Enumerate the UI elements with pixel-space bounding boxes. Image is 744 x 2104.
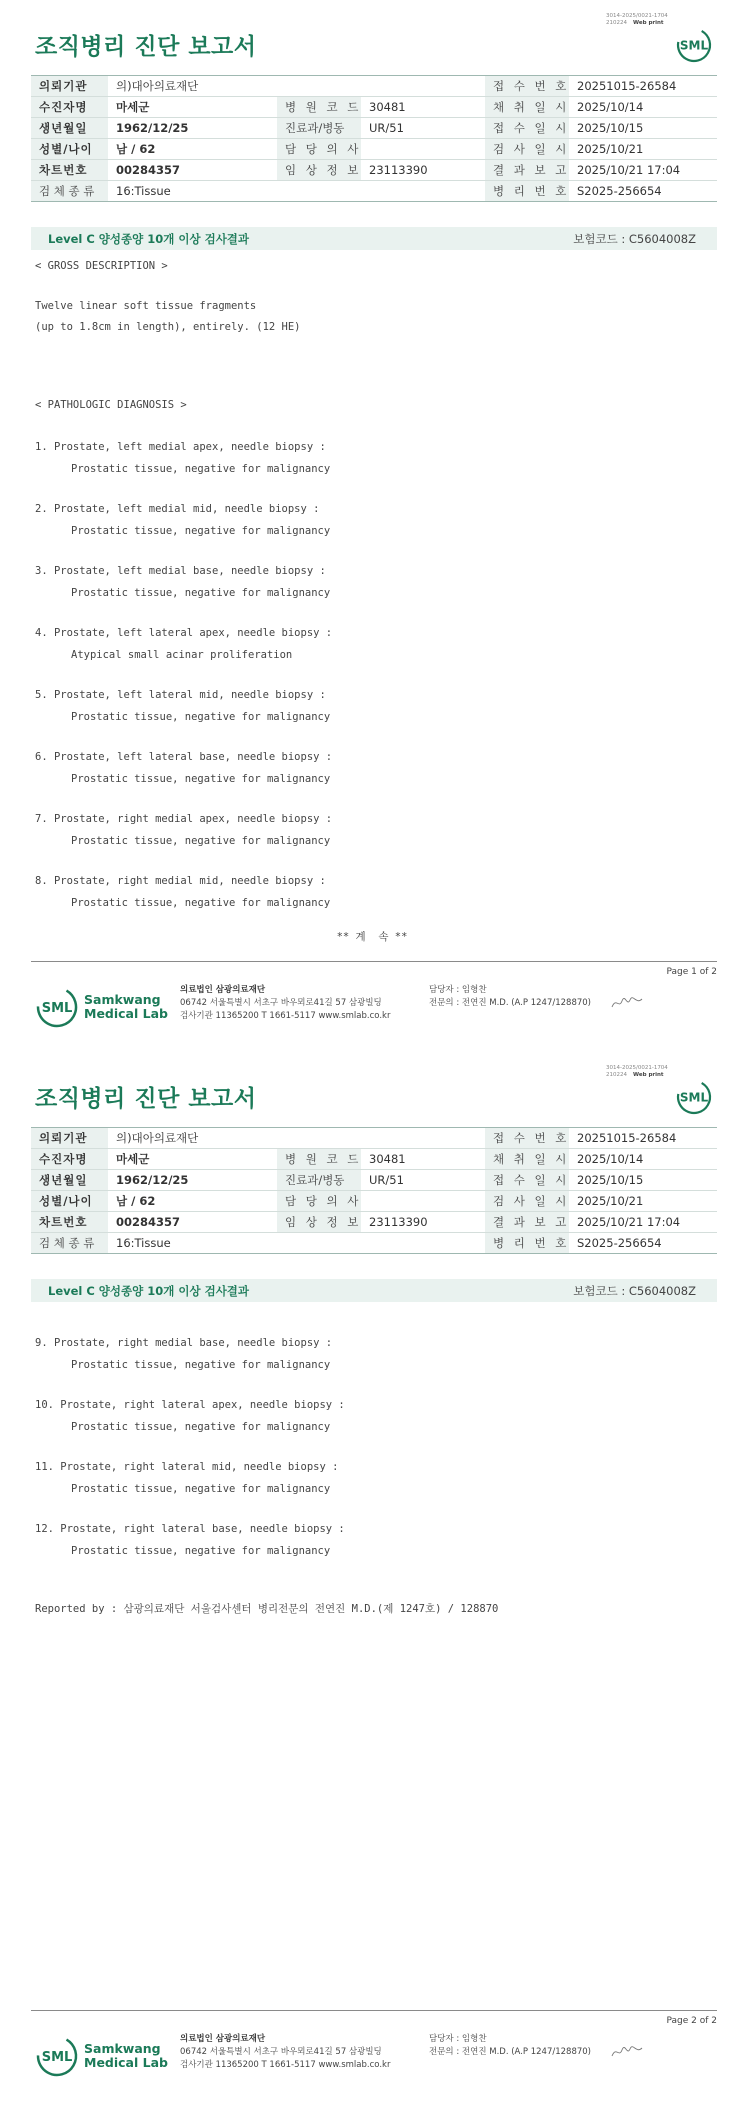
exam-date-label: 검 사 일 시	[485, 139, 569, 160]
dept-value: UR/51	[361, 1170, 485, 1191]
requesting-org-value: 의)대아의료재단	[108, 1128, 485, 1149]
footer-address: 06742 서울특별시 서초구 바우뫼로41길 57 삼광빌딩	[180, 998, 382, 1008]
footer-org: 의료법인 삼광의료재단	[180, 2034, 266, 2044]
test-banner	[31, 1279, 717, 1302]
diagnosis-result: Prostatic tissue, negative for malignancy	[71, 773, 331, 785]
receipt-no-label: 접 수 번 호	[485, 1128, 569, 1149]
staff-label: 담당자 :	[429, 985, 460, 995]
diagnosis-result: Prostatic tissue, negative for malignancy	[71, 1545, 331, 1557]
print-meta-line2: 210224	[606, 1072, 627, 1078]
diagnosis-site: 12. Prostate, right lateral base, needle biopsy :	[35, 1523, 345, 1535]
birth-label: 생년월일	[31, 118, 108, 139]
chart-no-label: 차트번호	[31, 160, 108, 181]
diagnosis-result: Prostatic tissue, negative for malignancy	[71, 587, 331, 599]
diagnosis-heading: < PATHOLOGIC DIAGNOSIS >	[35, 399, 187, 411]
specimen-value: 16:Tissue	[108, 1233, 485, 1254]
chart-no-value: 00284357	[108, 160, 277, 181]
clinical-info-label: 임 상 정 보	[277, 160, 361, 181]
test-banner	[31, 227, 717, 250]
specialist-name: 전연진 M.D. (A.P 1247/128870)	[461, 2047, 591, 2057]
page-title: 조직병리 진단 보고서	[35, 34, 257, 60]
collection-date-value: 2025/10/14	[569, 1149, 717, 1170]
staff-name: 임형찬	[461, 2034, 487, 2044]
exam-date-value: 2025/10/21	[569, 139, 717, 160]
diagnosis-site: 1. Prostate, left medial apex, needle biopsy :	[35, 441, 326, 453]
diagnosis-site: 4. Prostate, left lateral apex, needle biopsy :	[35, 627, 333, 639]
doctor-label: 담 당 의 사	[277, 1191, 361, 1212]
insurance-code: 보험코드 : C5604008Z	[573, 1284, 696, 1298]
diagnosis-site: 3. Prostate, left medial base, needle biopsy :	[35, 565, 326, 577]
patient-info-table	[31, 75, 717, 202]
footer-org: 의료법인 삼광의료재단	[180, 985, 266, 995]
patient-value: 마세군	[108, 97, 277, 118]
print-meta	[606, 13, 668, 27]
footer-staff-block	[429, 984, 591, 1010]
sml-logo-text: SML	[679, 1090, 709, 1105]
logo-word: Samkwang	[84, 2041, 161, 2056]
logo-word: Medical Lab	[84, 1006, 168, 1021]
page-number: Page 2 of 2	[666, 2016, 717, 2026]
specimen-label: 검 체 종 류	[31, 181, 108, 202]
receipt-date-label: 접 수 일 시	[485, 118, 569, 139]
patient-value: 마세군	[108, 1149, 277, 1170]
samkwang-logo-wordmark	[84, 2042, 168, 2070]
print-meta-line1: 3014-2025/0021-1704	[606, 1065, 668, 1071]
test-title: Level C 양성종양 10개 이상 검사결과	[48, 1284, 250, 1298]
hospital-code-label: 병 원 코 드	[277, 1149, 361, 1170]
patient-label: 수진자명	[31, 1149, 108, 1170]
logo-word: Samkwang	[84, 992, 161, 1007]
specialist-label: 전문의 :	[429, 998, 460, 1008]
diagnosis-site: 6. Prostate, left lateral base, needle biopsy :	[35, 751, 333, 763]
web-print-label: Web print	[633, 1072, 664, 1078]
report-page-2	[0, 1052, 744, 2104]
sml-logo	[675, 26, 713, 64]
sex-age-value: 남 / 62	[108, 1191, 277, 1212]
requesting-org-value: 의)대아의료재단	[108, 76, 485, 97]
footer-divider	[31, 2010, 717, 2011]
receipt-date-label: 접 수 일 시	[485, 1170, 569, 1191]
hospital-code-value: 30481	[361, 97, 485, 118]
patient-info-table	[31, 1127, 717, 1254]
result-report-value: 2025/10/21 17:04	[569, 1212, 717, 1233]
birth-value: 1962/12/25	[108, 118, 277, 139]
requesting-org-label: 의뢰기관	[31, 1128, 108, 1149]
diagnosis-site: 9. Prostate, right medial base, needle biopsy :	[35, 1337, 333, 1349]
collection-date-label: 채 취 일 시	[485, 1149, 569, 1170]
receipt-date-value: 2025/10/15	[569, 118, 717, 139]
footer-institution: 검사기관 11365200 T 1661-5117 www.smlab.co.kr	[180, 1011, 391, 1021]
diagnosis-site: 5. Prostate, left lateral mid, needle biopsy :	[35, 689, 326, 701]
footer-divider	[31, 961, 717, 962]
pathology-no-label: 병 리 번 호	[485, 1233, 569, 1254]
specialist-label: 전문의 :	[429, 2047, 460, 2057]
sml-logo-text: SML	[679, 38, 709, 53]
pathology-no-label: 병 리 번 호	[485, 181, 569, 202]
diagnosis-result: Prostatic tissue, negative for malignancy	[71, 463, 331, 475]
print-meta	[606, 1065, 668, 1079]
footer-address-block	[180, 2033, 390, 2072]
footer-staff-block	[429, 2033, 591, 2059]
footer-address: 06742 서울특별시 서초구 바우뫼로41길 57 삼광빌딩	[180, 2047, 382, 2057]
birth-label: 생년월일	[31, 1170, 108, 1191]
dept-label: 진료과/병동	[277, 118, 361, 139]
specimen-label: 검 체 종 류	[31, 1233, 108, 1254]
receipt-date-value: 2025/10/15	[569, 1170, 717, 1191]
diagnosis-result: Prostatic tissue, negative for malignancy	[71, 1359, 331, 1371]
result-report-label: 결 과 보 고	[485, 1212, 569, 1233]
diagnosis-result: Prostatic tissue, negative for malignancy	[71, 897, 331, 909]
samkwang-logo-mark: SML	[41, 1001, 73, 1016]
result-report-value: 2025/10/21 17:04	[569, 160, 717, 181]
print-meta-line1: 3014-2025/0021-1704	[606, 13, 668, 19]
gross-heading: < GROSS DESCRIPTION >	[35, 260, 168, 272]
dept-value: UR/51	[361, 118, 485, 139]
staff-label: 담당자 :	[429, 2034, 460, 2044]
diagnosis-result: Prostatic tissue, negative for malignancy	[71, 1483, 331, 1495]
collection-date-label: 채 취 일 시	[485, 97, 569, 118]
doctor-value	[361, 1191, 485, 1212]
samkwang-logo-wordmark	[84, 993, 168, 1021]
hospital-code-value: 30481	[361, 1149, 485, 1170]
requesting-org-label: 의뢰기관	[31, 76, 108, 97]
receipt-no-value: 20251015-26584	[569, 1128, 717, 1149]
doctor-value	[361, 139, 485, 160]
diagnosis-site: 10. Prostate, right lateral apex, needle biopsy :	[35, 1399, 345, 1411]
sex-age-value: 남 / 62	[108, 139, 277, 160]
gross-line: (up to 1.8cm in length), entirely. (12 HE)	[35, 321, 301, 333]
test-title: Level C 양성종양 10개 이상 검사결과	[48, 232, 250, 246]
chart-no-value: 00284357	[108, 1212, 277, 1233]
footer-address-block	[180, 984, 390, 1023]
diagnosis-site: 8. Prostate, right medial mid, needle biopsy :	[35, 875, 326, 887]
logo-word: Medical Lab	[84, 2055, 168, 2070]
doctor-label: 담 당 의 사	[277, 139, 361, 160]
print-meta-line2: 210224	[606, 20, 627, 26]
diagnosis-result: Prostatic tissue, negative for malignancy	[71, 1421, 331, 1433]
page-number: Page 1 of 2	[666, 967, 717, 977]
sex-age-label: 성별/나이	[31, 139, 108, 160]
sex-age-label: 성별/나이	[31, 1191, 108, 1212]
insurance-code: 보험코드 : C5604008Z	[573, 232, 696, 246]
clinical-info-value: 23113390	[361, 160, 485, 181]
patient-label: 수진자명	[31, 97, 108, 118]
diagnosis-result: Prostatic tissue, negative for malignancy	[71, 835, 331, 847]
hospital-code-label: 병 원 코 드	[277, 97, 361, 118]
continued-marker: ** 계 속 **	[336, 931, 408, 943]
gross-line: Twelve linear soft tissue fragments	[35, 300, 257, 312]
exam-date-label: 검 사 일 시	[485, 1191, 569, 1212]
exam-date-value: 2025/10/21	[569, 1191, 717, 1212]
clinical-info-label: 임 상 정 보	[277, 1212, 361, 1233]
clinical-info-value: 23113390	[361, 1212, 485, 1233]
diagnosis-result: Prostatic tissue, negative for malignancy	[71, 711, 331, 723]
diagnosis-result: Prostatic tissue, negative for malignancy	[71, 525, 331, 537]
pathology-no-value: S2025-256654	[569, 181, 717, 202]
birth-value: 1962/12/25	[108, 1170, 277, 1191]
sml-logo	[675, 1078, 713, 1116]
dept-label: 진료과/병동	[277, 1170, 361, 1191]
specimen-value: 16:Tissue	[108, 181, 485, 202]
collection-date-value: 2025/10/14	[569, 97, 717, 118]
web-print-label: Web print	[633, 20, 664, 26]
diagnosis-result: Atypical small acinar proliferation	[71, 649, 293, 661]
diagnosis-site: 2. Prostate, left medial mid, needle biopsy :	[35, 503, 320, 515]
diagnosis-site: 11. Prostate, right lateral mid, needle biopsy :	[35, 1461, 339, 1473]
result-report-label: 결 과 보 고	[485, 160, 569, 181]
receipt-no-value: 20251015-26584	[569, 76, 717, 97]
signature	[610, 2044, 644, 2060]
staff-name: 임형찬	[461, 985, 487, 995]
signature	[610, 995, 644, 1011]
diagnosis-site: 7. Prostate, right medial apex, needle biopsy :	[35, 813, 333, 825]
reported-by: Reported by : 삼광의료재단 서울검사센터 병리전문의 전연진 M.D.(제 1247호) / 128870	[35, 1603, 499, 1615]
specialist-name: 전연진 M.D. (A.P 1247/128870)	[461, 998, 591, 1008]
footer-institution: 검사기관 11365200 T 1661-5117 www.smlab.co.kr	[180, 2060, 391, 2070]
page-title: 조직병리 진단 보고서	[35, 1086, 257, 1112]
receipt-no-label: 접 수 번 호	[485, 76, 569, 97]
chart-no-label: 차트번호	[31, 1212, 108, 1233]
samkwang-logo-mark: SML	[41, 2050, 73, 2065]
pathology-no-value: S2025-256654	[569, 1233, 717, 1254]
